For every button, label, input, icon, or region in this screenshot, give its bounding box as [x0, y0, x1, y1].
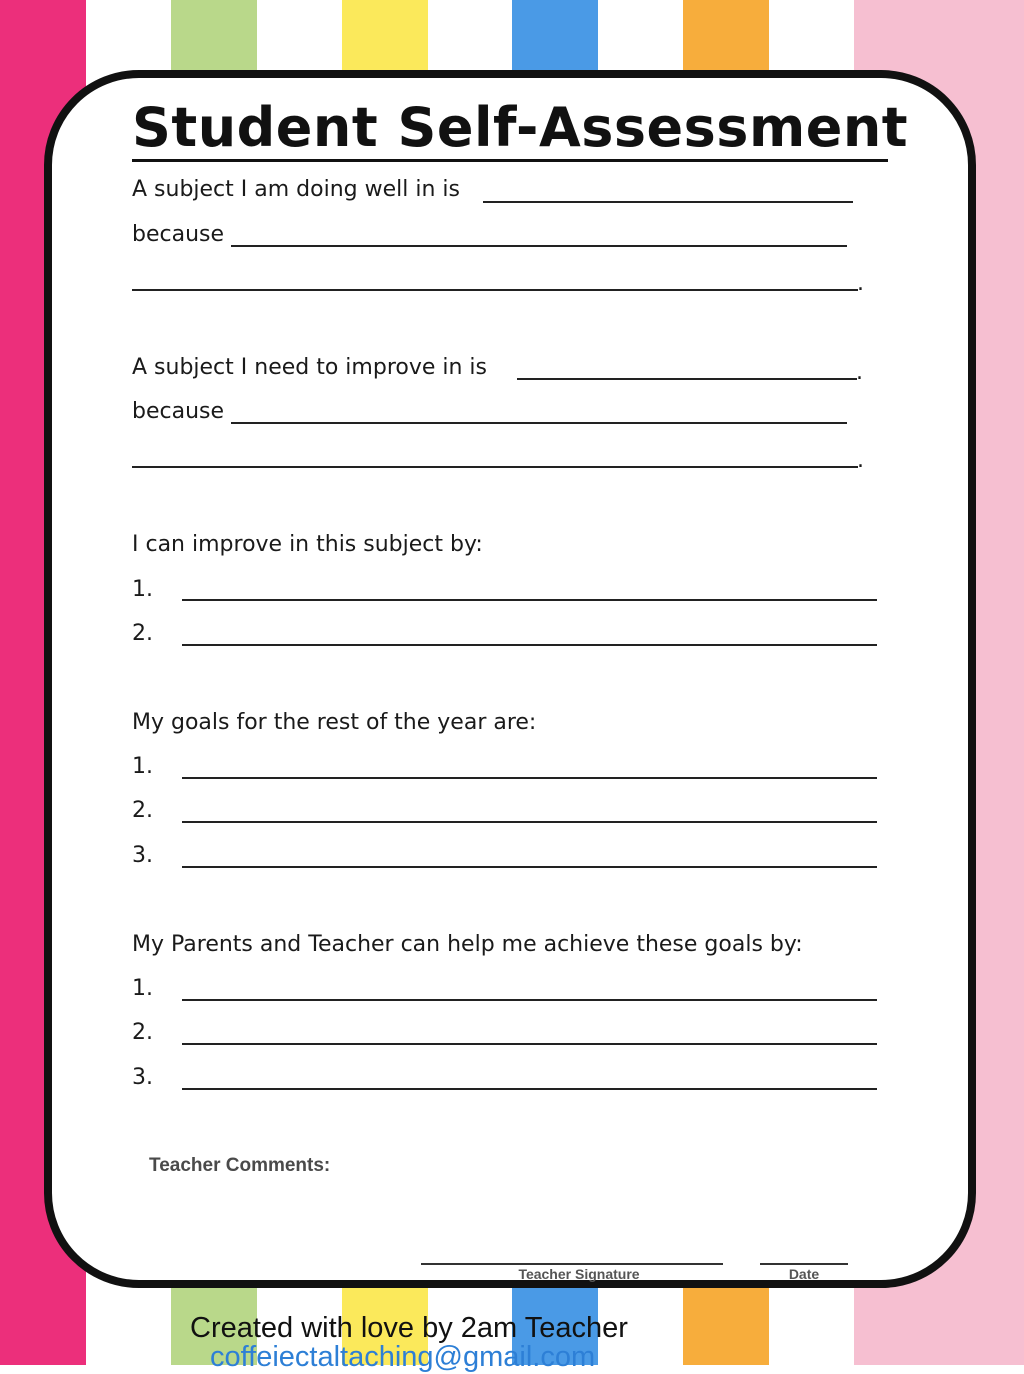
section2-period-1: . [856, 360, 863, 385]
section5-item-3-blank[interactable] [182, 1088, 877, 1090]
section5-heading: My Parents and Teacher can help me achieve these goals by: [132, 932, 803, 957]
section4-item-3-blank[interactable] [182, 866, 877, 868]
page-title: Student Self-Assessment [132, 96, 909, 159]
footer-email-cropped[interactable] [210, 1341, 596, 1373]
section1-line1: A subject I am doing well in is [132, 177, 460, 202]
section1-because-blank[interactable] [231, 245, 847, 247]
section3-item-1-number: 1. [132, 577, 153, 602]
section1-subject-blank[interactable] [483, 201, 853, 203]
teacher-signature-label: Teacher Signature [518, 1266, 640, 1282]
section2-extra-blank[interactable] [132, 466, 858, 468]
section4-item-2-blank[interactable] [182, 821, 877, 823]
section4-item-1-blank[interactable] [182, 777, 877, 779]
section3-item-2-number: 2. [132, 621, 153, 646]
section3-heading: I can improve in this subject by: [132, 532, 483, 557]
section4-item-1-number: 1. [132, 754, 153, 779]
section5-item-1-blank[interactable] [182, 999, 877, 1001]
section2-subject-blank[interactable] [517, 378, 857, 380]
section2-period-2: . [857, 448, 864, 473]
footer-email-text[interactable]: coffeiectaltaching@gmail.com [210, 1341, 596, 1373]
section3-item-1-blank[interactable] [182, 599, 877, 601]
title-underline [132, 159, 888, 162]
section1-period: . [857, 271, 864, 296]
section2-because-blank[interactable] [231, 422, 847, 424]
section4-item-2-number: 2. [132, 798, 153, 823]
section5-item-2-blank[interactable] [182, 1043, 877, 1045]
section5-item-3-number: 3. [132, 1065, 153, 1090]
section2-because: because [132, 399, 225, 424]
section5-item-2-number: 2. [132, 1020, 153, 1045]
section5-item-1-number: 1. [132, 976, 153, 1001]
date-line[interactable] [760, 1263, 848, 1265]
footer-credit: Created with love by 2am Teacher [190, 1312, 628, 1344]
worksheet-card [44, 70, 976, 1288]
section4-item-3-number: 3. [132, 843, 153, 868]
section1-extra-blank[interactable] [132, 289, 858, 291]
section4-heading: My goals for the rest of the year are: [132, 710, 537, 735]
teacher-comments-label: Teacher Comments: [149, 1155, 331, 1176]
section3-item-2-blank[interactable] [182, 644, 877, 646]
date-label: Date [788, 1266, 820, 1282]
teacher-signature-line[interactable] [421, 1263, 723, 1265]
section1-because: because [132, 222, 225, 247]
section2-line1: A subject I need to improve in is [132, 355, 488, 380]
